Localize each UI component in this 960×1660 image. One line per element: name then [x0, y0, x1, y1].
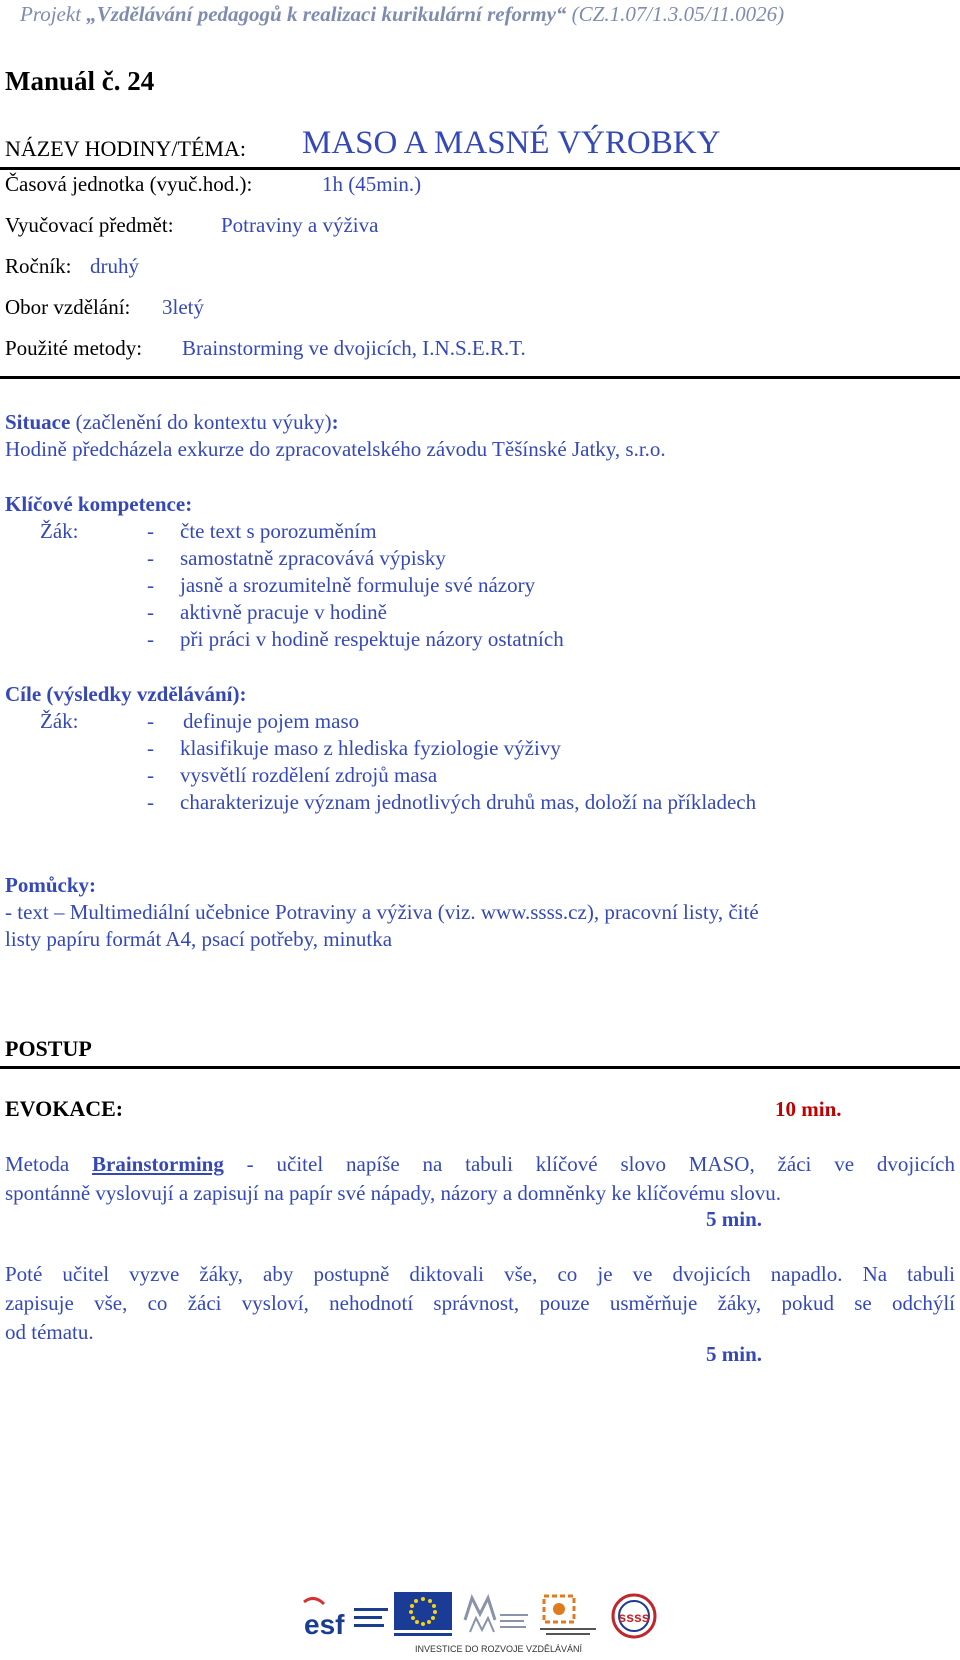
paragraph-line: od tématu. — [5, 1320, 94, 1344]
year-value: druhý — [90, 254, 139, 278]
svg-text:esf: esf — [304, 1609, 345, 1640]
divider-procedure — [0, 1066, 960, 1069]
procedure-paragraph-2 — [5, 1260, 955, 1347]
list-item-text: charakterizuje význam jednotlivých druhů mas, doloží na příkladech — [180, 790, 757, 814]
list-item-text: klasifikuje maso z hlediska fyziologie výživy — [180, 736, 561, 760]
list-dash: - — [147, 519, 154, 543]
goals-student-label: Žák: — [40, 709, 79, 733]
evocation-label: EVOKACE: — [5, 1096, 124, 1121]
header-code: (CZ.1.07/1.3.05/11.0026) — [566, 2, 785, 26]
footer-caption: INVESTICE DO ROZVOJE VZDĚLÁVÁNÍ — [415, 1644, 583, 1654]
divider-methods — [0, 376, 960, 379]
paragraph-1-time: 5 min. — [706, 1207, 763, 1231]
divider-top — [0, 167, 960, 170]
footer-logos — [304, 1592, 680, 1658]
esf-logo-icon — [302, 1592, 392, 1642]
list-item — [147, 763, 438, 788]
list-dash: - — [147, 600, 154, 624]
method-intro: Metoda — [5, 1152, 92, 1176]
paragraph-line: zapisuje vše, co žáci vysloví, nehodnotí správnost, pouze usměrňuje žáky, pokud se odchýlí — [5, 1291, 955, 1315]
list-item-text: jasně a srozumitelně formuluje své názory — [180, 573, 536, 597]
procedure-title: POSTUP — [5, 1036, 92, 1061]
situation-label-middle: (začlenění do kontextu výuky) — [70, 410, 332, 434]
evocation-time: 10 min. — [775, 1097, 842, 1121]
list-item — [147, 790, 757, 815]
list-item-text: při práci v hodině respektuje názory ostatních — [180, 627, 564, 651]
header-prefix: Projekt — [20, 2, 87, 26]
lesson-name-value: MASO A MASNÉ VÝROBKY — [302, 125, 721, 161]
project-header — [20, 2, 784, 27]
competences-student-label: Žák: — [40, 519, 79, 543]
subject-label: Vyučovací předmět: — [5, 213, 174, 237]
situation-label-end: : — [331, 410, 339, 434]
manual-number: Manuál č. 24 — [5, 66, 155, 96]
header-project-name: „Vzdělávání pedagogů k realizaci kurikulární reformy“ — [86, 2, 567, 26]
list-item — [147, 627, 564, 652]
list-dash: - — [147, 763, 154, 787]
year-label: Ročník: — [5, 254, 72, 278]
paragraph-2-time: 5 min. — [706, 1342, 763, 1366]
situation-text: Hodině předcházela exkurze do zpracovatelského závodu Těšínské Jatky, s.r.o. — [5, 437, 666, 461]
list-item — [147, 573, 536, 598]
lesson-name-label: NÁZEV HODINY/TÉMA: — [5, 136, 246, 161]
aids-line-1: - text – Multimediální učebnice Potraviny a výživa (viz. www.ssss.cz), pracovní listy, čité — [5, 900, 759, 924]
list-item-text: definuje pojem maso — [183, 709, 360, 733]
competences-title: Klíčové kompetence: — [5, 492, 193, 516]
paragraph-line: Poté učitel vyzve žáky, aby postupně diktovali vše, co je ve dvojicích napadlo. Na tabuli — [5, 1262, 955, 1286]
list-dash: - — [147, 627, 154, 651]
time-value: 1h (45min.) — [322, 172, 422, 196]
paragraph-line: spontánně vyslovují a zapisují na papír své nápady, názory a domněnky ke klíčovému slovu. — [5, 1181, 782, 1205]
list-item — [147, 546, 446, 571]
time-label: Časová jednotka (vyuč.hod.): — [5, 172, 253, 196]
list-item — [147, 600, 388, 625]
svg-text:ssss: ssss — [618, 1609, 650, 1625]
field-label: Obor vzdělání: — [5, 295, 131, 319]
method-name: Brainstorming — [92, 1152, 224, 1176]
list-item-text: čte text s porozuměním — [180, 519, 377, 543]
list-dash: - — [147, 709, 154, 733]
list-item-text: vysvětlí rozdělení zdrojů masa — [180, 763, 438, 787]
list-item-text: samostatně zpracovává výpisky — [180, 546, 446, 570]
paragraph-line — [5, 1150, 955, 1179]
methods-value: Brainstorming ve dvojicích, I.N.S.E.R.T. — [182, 336, 526, 360]
paragraph-text: - učitel napíše na tabuli klíčové slovo MASO, žáci ve dvojicích — [223, 1152, 955, 1176]
list-dash: - — [147, 790, 154, 814]
aids-title: Pomůcky: — [5, 873, 96, 897]
field-value: 3letý — [162, 295, 204, 319]
subject-value: Potraviny a výživa — [221, 213, 379, 237]
ssss-logo-icon — [606, 1592, 662, 1642]
list-dash: - — [147, 573, 154, 597]
op-vk-logo-icon — [538, 1592, 598, 1642]
list-dash: - — [147, 546, 154, 570]
eu-flag-icon — [394, 1592, 452, 1640]
list-item — [147, 519, 377, 544]
goals-title: Cíle (výsledky vzdělávání): — [5, 682, 247, 706]
aids-line-2: listy papíru formát A4, psací potřeby, minutka — [5, 927, 393, 951]
list-dash: - — [147, 736, 154, 760]
msmt-logo-icon — [460, 1592, 530, 1642]
situation-label-start: Situace — [5, 410, 71, 434]
situation-label — [5, 410, 339, 435]
procedure-paragraph-1 — [5, 1150, 955, 1208]
list-item — [147, 709, 360, 734]
list-item — [147, 736, 561, 761]
list-item-text: aktivně pracuje v hodině — [180, 600, 388, 624]
methods-label: Použité metody: — [5, 336, 143, 360]
